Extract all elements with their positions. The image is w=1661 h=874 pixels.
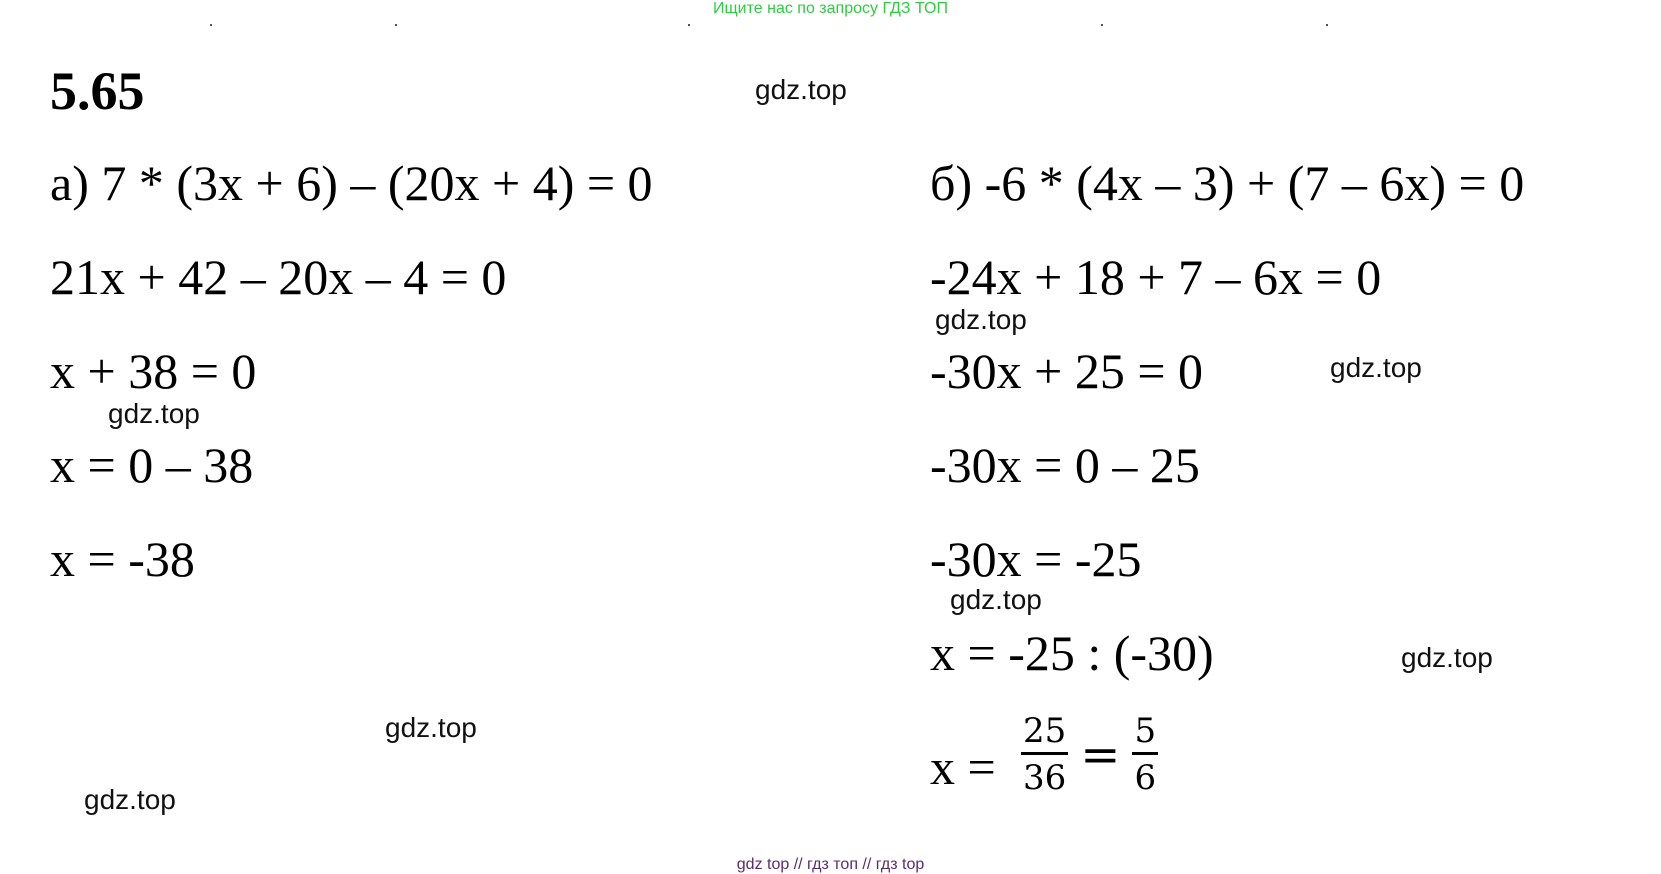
watermark: gdz.top <box>1330 352 1422 383</box>
scan-dot <box>210 24 212 26</box>
fraction-numerator: 25 <box>1023 711 1067 751</box>
fraction-denominator: 6 <box>1134 758 1157 798</box>
part-a-line: а) 7 * (3x + 6) – (20x + 4) = 0 <box>50 155 653 211</box>
problem-number: 5.65 <box>50 61 145 121</box>
scan-dot <box>395 24 397 26</box>
final-answer-lhs: x = <box>930 739 996 795</box>
watermark: gdz.top <box>84 784 176 815</box>
final-answer-fractions <box>1015 711 1164 798</box>
watermark: gdz.top <box>385 712 477 743</box>
watermark: gdz.top <box>1401 642 1493 673</box>
scan-dot <box>1101 24 1103 26</box>
scan-dot <box>1326 24 1328 26</box>
watermark: gdz.top <box>755 74 847 105</box>
part-b-line: б) -6 * (4x – 3) + (7 – 6x) = 0 <box>930 155 1525 211</box>
part-a-line: x + 38 = 0 <box>50 343 257 399</box>
scan-dot <box>688 24 690 26</box>
watermark: gdz.top <box>935 304 1027 335</box>
watermark: gdz.top <box>108 398 200 429</box>
part-b-line: -30x + 25 = 0 <box>930 343 1204 399</box>
part-a-line: x = 0 – 38 <box>50 437 254 493</box>
part-a-line: 21x + 42 – 20x – 4 = 0 <box>50 249 507 305</box>
fraction-25-36 <box>1021 711 1068 798</box>
part-b-line: -30x = -25 <box>930 531 1142 587</box>
fraction-denominator: 36 <box>1023 758 1067 798</box>
part-b-line: -30x = 0 – 25 <box>930 437 1200 493</box>
part-a-line: x = -38 <box>50 531 195 587</box>
footer-text: gdz top // гдз топ // гдз top <box>736 856 925 873</box>
fraction-5-6 <box>1132 711 1158 798</box>
watermark: gdz.top <box>950 584 1042 615</box>
equals-sign: = <box>1080 726 1121 783</box>
part-b-line: -24x + 18 + 7 – 6x = 0 <box>930 249 1382 305</box>
part-b-line: x = -25 : (-30) <box>930 625 1214 681</box>
top-banner: Ищите нас по запросу ГДЗ ТОП <box>713 0 948 17</box>
fraction-numerator: 5 <box>1134 711 1157 751</box>
